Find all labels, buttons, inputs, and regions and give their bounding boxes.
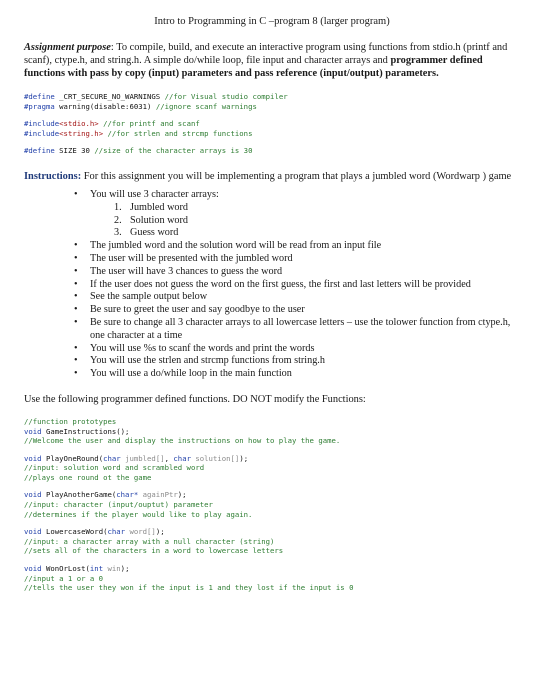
code-gap [24,519,520,527]
list-item: • The user will be presented with the jumbled word [90,253,520,266]
code-keyword: void [24,490,42,500]
code-comment: //tells the user they won if the input is 1 and they lost if the input is 0 [24,583,354,593]
code-keyword: void [24,453,42,463]
list-item: • The user will have 3 chances to guess the word [90,266,520,279]
code-keyword: #define [24,92,55,101]
purpose-label: Assignment purpose [24,42,111,53]
code-gap [24,138,520,146]
code-comment: //input: a character array with a null character (string) [24,536,275,546]
code-keyword: void [24,527,42,537]
code-comment: //input: solution word and scrambled word [24,463,205,473]
list-item-text: Jumbled word [130,201,189,213]
code-keyword: char [103,453,121,463]
code-param: win [103,564,121,574]
instructions-label: Instructions: [24,170,82,182]
code-header: <stdio.h> [59,119,99,129]
code-comment: //ignore scanf warnings [155,101,257,111]
code-comment: //input a 1 or a 0 [24,573,104,583]
list-item-text: Solution word [130,214,189,226]
array-list [90,202,520,240]
page-title: Intro to Programming in C –program 8 (larger program) [154,16,390,27]
code-line [24,490,520,500]
code-comment: //input: character (input/ouptut) parameter [24,500,213,510]
code-text: ); [120,564,130,574]
code-text: , [164,453,174,463]
list-item: • Be sure to greet the user and say goodbye to the user [90,304,520,317]
list-number: 1. [114,201,122,213]
code-keyword: char [107,527,126,537]
code-text: WonOrLost( [41,564,90,574]
code-keyword: char* [116,490,139,500]
code-text: PlayOneRound( [41,453,104,463]
code-line [24,129,520,139]
purpose-bold-text: programmer defined functions with pass by copy (input) parameters and pass reference (input/output) parameters. [24,55,483,79]
list-item: • You will use %s to scanf the words and print the words [90,343,520,356]
list-number: 3. [114,227,122,239]
code-defines-block [24,92,520,156]
list-item: • Be sure to change all 3 character arrays to all lowercase letters – use the tolower function from ctype.h, one character at a time [90,317,520,343]
code-line [24,527,520,537]
code-line [24,119,520,129]
code-text: _CRT_SECURE_NO_WARNINGS [54,92,165,101]
code-comment: //for printf and scanf [98,119,200,129]
code-text: ); [239,453,249,463]
assignment-purpose [24,41,520,80]
code-functions-block [24,417,520,593]
code-comment: //determines if the player would like to play again. [24,509,253,519]
code-comment: //for Visual studio compiler [164,92,288,101]
code-text: LowercaseWord( [41,527,108,537]
code-line [24,102,520,112]
code-keyword: void [24,426,42,436]
code-comment: //sets all of the characters in a word to lowercase letters [24,546,284,556]
code-gap [24,482,520,490]
code-line [24,454,520,464]
code-gap [24,446,520,454]
code-line [24,564,520,574]
list-item: • You will use a do/while loop in the main function [90,368,520,381]
list-item: • If the user does not guess the word on the first guess, the first and last letters will be provided [90,279,520,292]
list-item [114,227,520,240]
instructions-text: For this assignment you will be implementing a program that plays a jumbled word (Wordwarp ) game [81,170,512,182]
list-item [114,201,520,215]
code-param: word[] [125,527,156,537]
code-text: SIZE 30 [54,146,95,156]
list-item [90,189,520,240]
list-item: • The jumbled word and the solution word will be read from an input file [90,240,520,253]
code-keyword: #define [24,146,55,156]
code-keyword: #pragma [24,101,55,111]
list-item [114,214,520,228]
code-keyword: int [89,564,104,574]
code-keyword: char [173,453,191,463]
code-keyword: #include [24,128,60,138]
code-text: GameInstructions(); [41,426,130,436]
instructions-paragraph [24,170,520,183]
purpose-text: : To compile, build, and execute an interactive program using functions from stdio.h (printf and scanf), ctype.h, and string.h. A simple do/while loop, file input and character arrays and [24,42,508,66]
code-param: solution[] [190,453,240,463]
list-number: 2. [114,214,122,226]
list-item: • You will use the strlen and strcmp functions from string.h [90,355,520,368]
functions-intro: Use the following programmer defined functions. DO NOT modify the Functions: [24,393,366,405]
list-item-text: You will use 3 character arrays: [90,188,219,200]
instructions-list [24,189,520,381]
code-comment: //size of the character arrays is 30 [94,146,253,156]
code-param: jumbled[] [120,453,165,463]
code-keyword: void [24,564,42,574]
code-text: warning(disable:6031) [54,101,156,111]
code-header: <string.h> [59,128,104,138]
code-comment: //Welcome the user and display the instructions on how to play the game. [24,436,341,446]
code-param: againPtr [138,490,178,500]
code-gap [24,556,520,564]
code-line [24,92,520,102]
list-item-text: Guess word [130,227,179,239]
code-comment: //for strlen and strcmp functions [103,128,253,138]
code-text: ); [155,527,165,537]
code-comment: //function prototypes [24,416,117,426]
code-comment: //plays one round ot the game [24,472,152,482]
code-line [24,427,520,437]
list-item: • See the sample output below [90,291,520,304]
code-keyword: #include [24,119,60,129]
code-line [24,146,520,156]
code-text: PlayAnotherGame( [41,490,117,500]
code-gap [24,111,520,119]
code-text: ); [177,490,187,500]
